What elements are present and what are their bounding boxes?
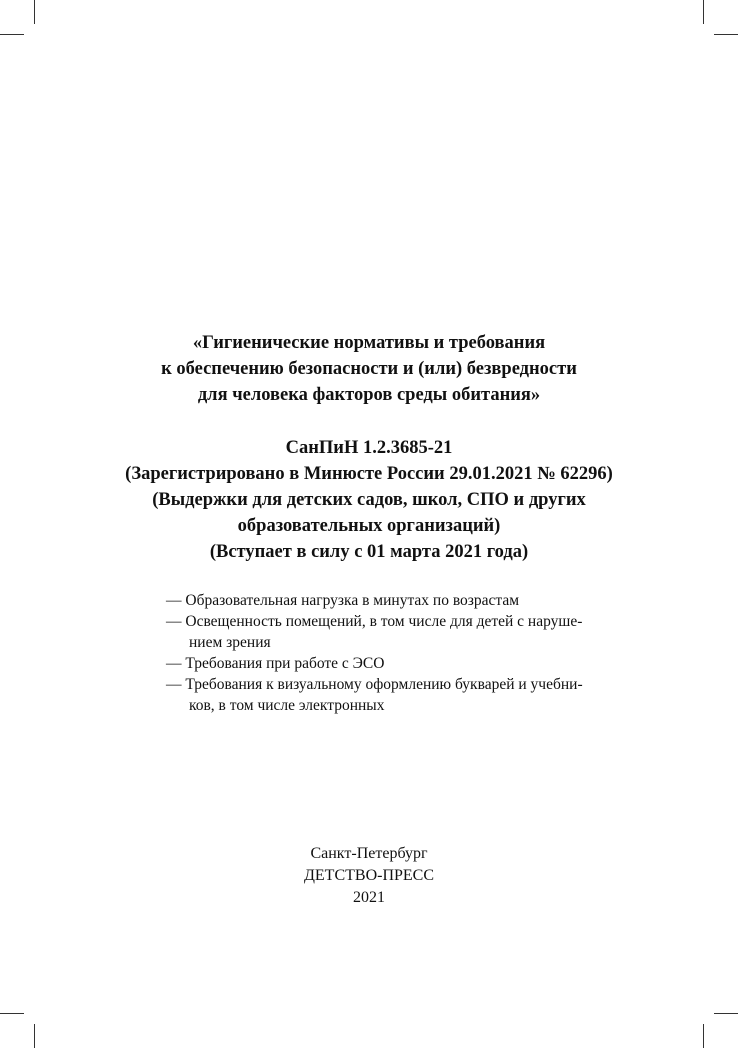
list-item-text: — Требования при работе с ЭСО [166, 655, 385, 672]
list-item-continuation: ков, в том числе электронных [189, 697, 385, 714]
crop-mark-bottom-left-h [0, 1013, 24, 1014]
crop-mark-top-left-h [0, 34, 24, 35]
imprint-publisher: ДЕТСТВО-ПРЕСС [303, 867, 435, 884]
crop-mark-bottom-right [703, 1024, 704, 1048]
document-meta [0, 435, 738, 565]
contents-list [166, 590, 626, 716]
list-item [166, 611, 626, 653]
list-item [166, 674, 626, 716]
crop-mark-top-right-h [714, 34, 738, 35]
title-line-2: к обеспечению безопасности и (или) безвредности [161, 359, 577, 379]
crop-mark-top-left [34, 0, 35, 24]
list-item-text: — Образовательная нагрузка в минутах по возрастам [166, 592, 520, 609]
effective-date-note: (Вступает в силу с 01 марта 2021 года) [209, 542, 529, 562]
title-line-1: «Гигиенические нормативы и требования [192, 333, 546, 353]
list-item-text: — Освещенность помещений, в том числе для детей с наруше- [166, 613, 583, 630]
list-item-continuation: нием зрения [189, 634, 271, 651]
excerpt-note-line-2: образовательных организаций) [237, 516, 501, 536]
list-item-text: — Требования к визуальному оформлению букварей и учебни- [166, 676, 583, 693]
list-item [166, 653, 626, 674]
title-line-3: для человека факторов среды обитания» [197, 385, 541, 405]
crop-mark-bottom-left [34, 1024, 35, 1048]
excerpt-note-line-1: (Выдержки для детских садов, школ, СПО и других [152, 490, 586, 510]
list-item [166, 590, 626, 611]
crop-mark-top-right [703, 0, 704, 24]
imprint [0, 843, 738, 909]
sanpin-code: СанПиН 1.2.3685-21 [285, 438, 453, 458]
document-title [0, 330, 738, 408]
registration-note: (Зарегистрировано в Минюсте России 29.01.2021 № 62296) [125, 464, 613, 484]
crop-mark-bottom-right-h [714, 1013, 738, 1014]
imprint-city: Санкт-Петербург [310, 845, 428, 862]
imprint-year: 2021 [353, 889, 385, 906]
